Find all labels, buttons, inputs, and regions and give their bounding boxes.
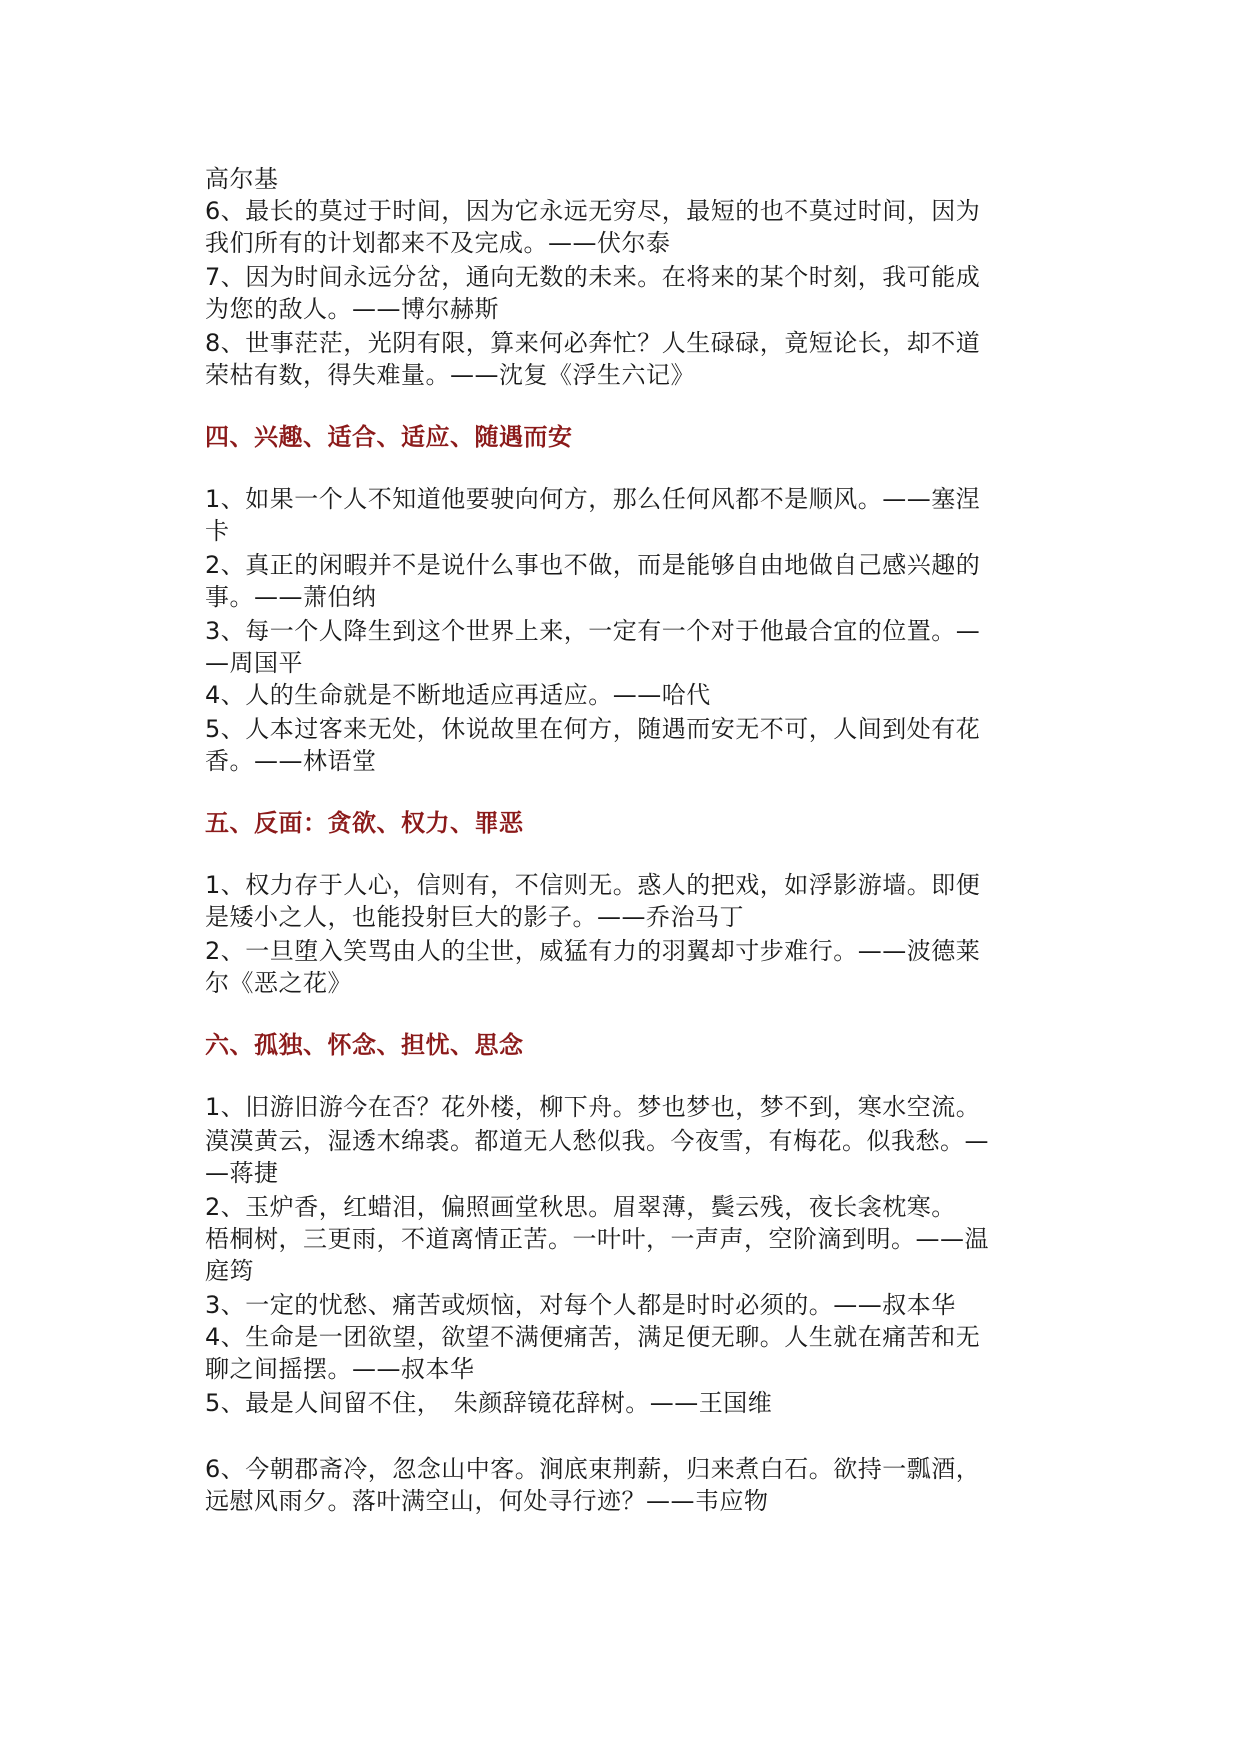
text-line: 5、人本过客来无处，休说故里在何方，随遇而安无不可，人间到处有花 <box>205 715 981 743</box>
text-line: 8、世事茫茫，光阴有限，算来何必奔忙？人生碌碌，竟短论长，却不道 <box>205 329 981 357</box>
text-line: 5、最是人间留不住， 朱颜辞镜花辞树。——王国维 <box>205 1389 773 1417</box>
text-line: 6、今朝郡斋冷，忽念山中客。涧底束荆薪，归来煮白石。欲持一瓢酒， <box>205 1455 981 1483</box>
text-line: 4、生命是一团欲望，欲望不满便痛苦，满足便无聊。人生就在痛苦和无 <box>205 1323 981 1351</box>
text-line: 是矮小之人，也能投射巨大的影子。——乔治马丁 <box>205 903 744 931</box>
text-line: —蒋捷 <box>205 1159 279 1187</box>
text-line: 远慰风雨夕。落叶满空山，何处寻行迹？——韦应物 <box>205 1487 769 1515</box>
text-line: —周国平 <box>205 649 303 677</box>
section-heading: 四、兴趣、适合、适应、随遇而安 <box>205 423 573 451</box>
text-line: 为您的敌人。——博尔赫斯 <box>205 295 499 323</box>
text-line: 2、真正的闲暇并不是说什么事也不做，而是能够自由地做自己感兴趣的 <box>205 551 981 579</box>
text-line: 漠漠黄云，湿透木绵裘。都道无人愁似我。今夜雪，有梅花。似我愁。— <box>205 1127 989 1155</box>
text-line: 2、一旦堕入笑骂由人的尘世，威猛有力的羽翼却寸步难行。——波德莱 <box>205 937 981 965</box>
text-line: 2、玉炉香，红蜡泪，偏照画堂秋思。眉翠薄，鬓云残，夜长衾枕寒。 <box>205 1193 956 1221</box>
text-line: 3、每一个人降生到这个世界上来，一定有一个对于他最合宜的位置。— <box>205 617 981 645</box>
text-line: 3、一定的忧愁、痛苦或烦恼，对每个人都是时时必须的。——叔本华 <box>205 1291 956 1319</box>
text-line: 高尔基 <box>205 165 279 193</box>
text-line: 庭筠 <box>205 1257 254 1285</box>
text-line: 香。——林语堂 <box>205 747 377 775</box>
text-line: 4、人的生命就是不断地适应再适应。——哈代 <box>205 681 711 709</box>
text-line: 1、如果一个人不知道他要驶向何方，那么任何风都不是顺风。——塞涅 <box>205 485 981 513</box>
section-heading: 五、反面：贪欲、权力、罪恶 <box>205 809 524 837</box>
text-line: 卡 <box>205 517 230 545</box>
text-line: 荣枯有数，得失难量。——沈复《浮生六记》 <box>205 361 695 389</box>
text-line: 1、旧游旧游今在否？花外楼，柳下舟。梦也梦也，梦不到，寒水空流。 <box>205 1093 981 1121</box>
text-line: 6、最长的莫过于时间，因为它永远无穷尽，最短的也不莫过时间，因为 <box>205 197 981 225</box>
section-heading: 六、孤独、怀念、担忧、思念 <box>205 1031 524 1059</box>
text-line: 1、权力存于人心，信则有，不信则无。惑人的把戏，如浮影游墙。即便 <box>205 871 981 899</box>
text-line: 事。——萧伯纳 <box>205 583 377 611</box>
text-line: 尔《恶之花》 <box>205 969 352 997</box>
text-line: 聊之间摇摆。——叔本华 <box>205 1355 475 1383</box>
text-line: 梧桐树，三更雨，不道离情正苦。一叶叶，一声声，空阶滴到明。——温 <box>205 1225 989 1253</box>
text-line: 7、因为时间永远分岔，通向无数的未来。在将来的某个时刻，我可能成 <box>205 263 981 291</box>
text-line: 我们所有的计划都来不及完成。——伏尔泰 <box>205 229 671 257</box>
